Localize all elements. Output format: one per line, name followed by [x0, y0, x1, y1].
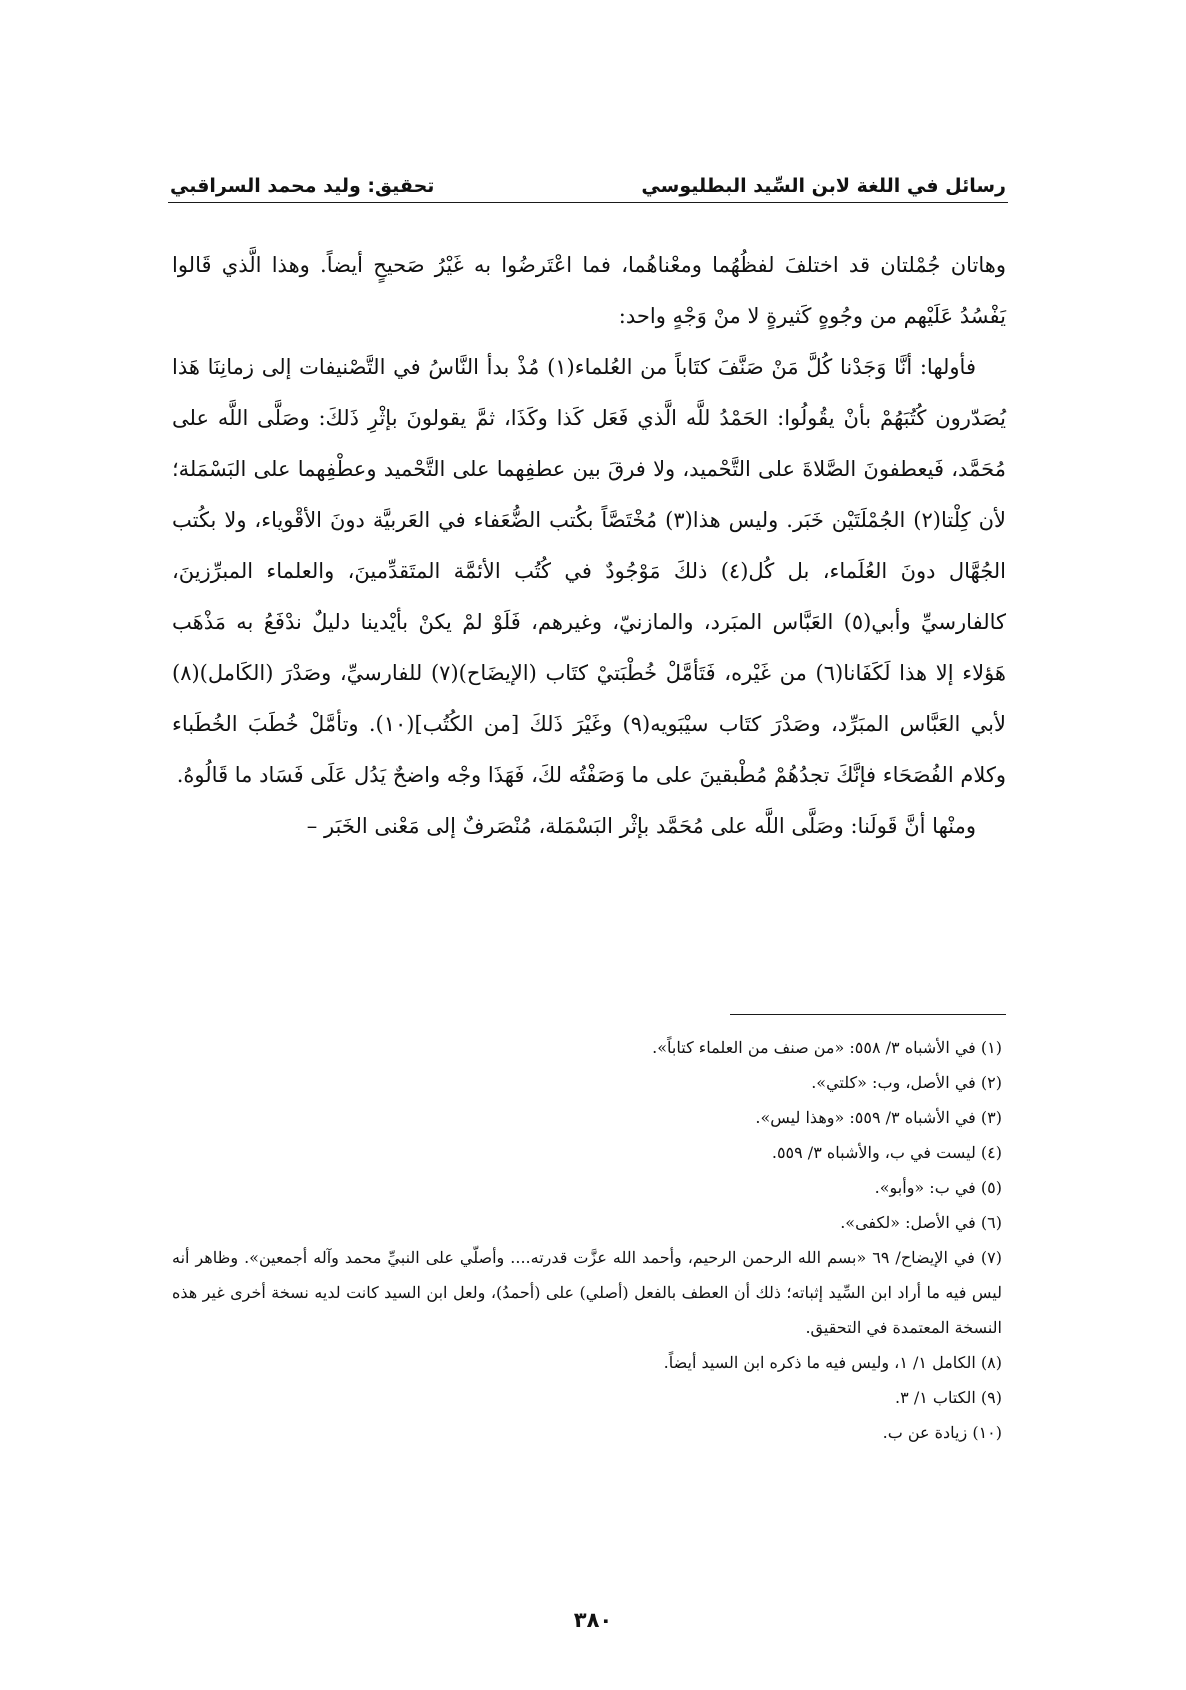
paragraph: وهاتان جُمْلتان قد اختلفَ لفظُهُما ومعْناهُما، فما اعْتَرضُوا به غَيْرُ صَحيحٍ أيضاً. وهذا الَّذي قَالوا يَفْسُدُ عَلَيْهم من وجُوهٍ كَثيرةٍ لا منْ وَجْهٍ واحد: [172, 253, 1006, 328]
footnote: (٣) في الأشباه ٣/ ٥٥٩: «وهذا ليس». [755, 1108, 1002, 1127]
footnote: (٥) في ب: «وأبو». [874, 1178, 1002, 1197]
footnote-rule [730, 1014, 1006, 1015]
book-title: رسائل في اللغة لابن السِّيد البطليوسي [641, 175, 1006, 197]
footnote: (٨) الكامل ١/ ١، وليس فيه ما ذكره ابن السيد أيضاً. [663, 1353, 1002, 1372]
running-header [170, 164, 1006, 198]
page-number: ٣٨٠ [573, 1608, 613, 1632]
footnote: (٢) في الأصل، وب: «كلتي». [811, 1073, 1002, 1092]
footnote: (٧) في الإيضاح/ ٦٩ «بسم الله الرحمن الرحيم، وأحمد الله عزَّت قدرته.... وأصلّي على النبيِّ محمد وآله أجمعين». وظاهر أنه ليس فيه ما أراد ابن السِّيد إثباته؛ ذلك أن العطف بالفعل (أصلي) على (أحمدُ)، ولعل ابن السيد كانت لديه نسخة أخرى غير هذه النسخة المعتمدة في التحقيق. [172, 1248, 1002, 1337]
footnotes-list [172, 1030, 1002, 1450]
footnote: (٩) الكتاب ١/ ٣. [895, 1388, 1002, 1407]
paragraph: ومنْها أنَّ قَولَنا: وصَلَّى اللَّه على مُحَمَّد بإثْر البَسْمَلة، مُنْصَرفٌ إلى مَعْنى الخَبَر – [306, 814, 976, 838]
header-rule [168, 202, 1008, 203]
footnote: (٦) في الأصل: «لكفى». [840, 1213, 1002, 1232]
main-text [172, 240, 1006, 852]
paragraph: فأولها: أنَّا وَجَدْنا كُلَّ مَنْ صَنَّفَ كتَاباً من العُلماء(١) مُذْ بدأ النَّاسُ في التَّصْنيفات إلى زمانِنَا هَذا يُصَدّرون كُتُبَهُمْ بأنْ يقُولُوا: الحَمْدُ للَّه الَّذي فَعَل كَذا وكَذَا، ثمَّ يقولونَ بإثْرِ ذَلكَ: وصَلَّى اللَّه على مُحَمَّد، فَيعطفونَ الصَّلاةَ على التَّحْميد، ولا فرقَ بين عطفِهما على التَّحْميد وعطْفِهما على البَسْمَلة؛ لأن كِلْتا(٢) الجُمْلَتَيْن خَبَر. وليس هذا(٣) مُخْتَصَّاً بكُتب الضُّعَفاء في العَربيَّة دونَ الأقْوياء، ولا بكُتب الجُهَّال دونَ العُلَماء، بل كُل(٤) ذلكَ مَوْجُودٌ في كُتُب الأئمَّة المتَقدِّمينَ، والعلماء المبرِّزينَ، كالفارسيِّ وأبي(٥) العَبَّاس المبَرد، والمازنيّ، وغيرهم، فَلَوْ لمْ يكنْ بأيْدينا دليلٌ ندْفَعُ به مَذْهَب هَؤلاء إلا هذا لَكَفَانا(٦) من غَيْره، فَتَأمَّلْ خُطْبَتيْ كتَاب (الإيضَاح)(٧) للفارسيِّ، وصَدْرَ (الكَامل)(٨) لأبي العَبَّاس المبَرِّد، وصَدْرَ كتَاب سيْبَويه(٩) وغَيْرَ ذَلكَ [من الكُتُب](١٠). وتأمَّلْ خُطَبَ الخُطَباء وكلام الفُصَحَاء فإنَّكَ تجدُهُمْ مُطْبقينَ على ما وَصَفْتُه لكَ، فَهَذَا وجْه واضحٌ يَدُل عَلَى فَسَاد ما قَالُوهُ. [172, 355, 1007, 787]
footnote: (١) في الأشباه ٣/ ٥٥٨: «من صنف من العلماء كتاباً». [652, 1038, 1002, 1057]
footnote: (٤) ليست في ب، والأشباه ٣/ ٥٥٩. [771, 1143, 1002, 1162]
footnote: (١٠) زيادة عن ب. [882, 1423, 1002, 1442]
editor-credit: تحقيق: وليد محمد السراقبي [170, 175, 435, 197]
